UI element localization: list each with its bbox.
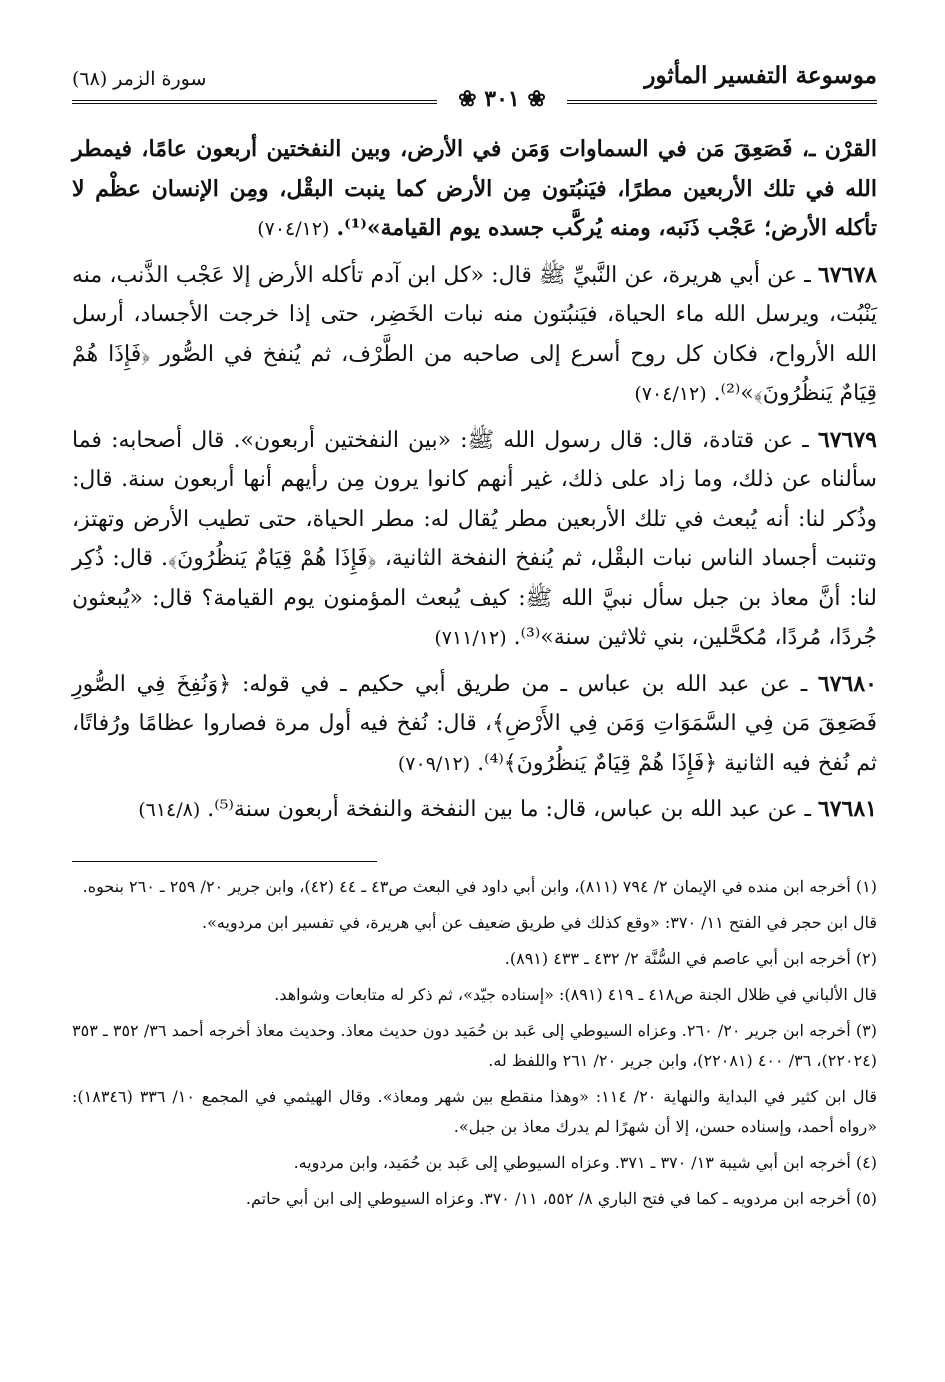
hadith-paragraph (72, 790, 877, 831)
footnote: (٣) أخرجه ابن جرير ٢٠/ ٢٦٠. وعزاه السيوطي إلى عَبد بن حُمَيد دون حديث معاذ. وحديث معاذ أخرجه أحمد ٣٦/ ٣٥٢ ـ ٣٥٣ (٢٢٠٢٤)، ٣٦/ ٤٠٠ (٢٢٠٨١)، وابن جرير ٢٠/ ٢٦١ واللفظ له. (72, 1020, 878, 1070)
book-page (72, 60, 877, 1220)
page-number-bar (72, 86, 877, 114)
volume-reference: (٧٠٤/١٢) (634, 383, 707, 405)
hadith-number: ٦٧٦٧٩ (817, 426, 877, 453)
paragraph-text: ـ عن قتادة، قال: قال رسول الله ﷺ: «بين النفختين أربعون». قال أصحابه: فما سألناه عن ذلك، وما زاد على ذلك، غير أنهم كانوا يرون مِن رأيهم أنها أربعون سنة. قال: وذُكر لنا: أنه يُبعث في تلك الأربعين مطر يُقال له: مطر الحياة، حتى تطيب الأرض وتهتز، وتنبت أجساد الناس نبات البقْل، ثم يُنفخ النفخة الثانية، ﴿فَإِذَا هُمْ قِيَامٌ يَنظُرُونَ﴾. قال: ذُكِر لنا: أنَّ معاذ بن جبل سأل نبيَّ الله ﷺ: كيف يُبعث المؤمنون يوم القيامة؟ قال: «يُبعثون جُردًا، مُردًا، مُكحَّلين، بني ثلاثين سنة»⁽³⁾. (72, 427, 877, 650)
page-number: ❀ ٣٠١ ❀ (458, 86, 546, 112)
paragraph-text: ـ عن عبد الله بن عباس ـ من طريق أبي حكيم ـ في قوله: ﴿وَنُفِخَ فِي الصُّورِ فَصَعِقَ مَن فِي السَّمَوَاتِ وَمَن فِي الأَرْضِ﴾، قال: نُفخ فيه أول مرة فصاروا عظامًا ورُفاتًا، ثم نُفخ فيه الثانية ﴿فَإِذَا هُمْ قِيَامٌ يَنظُرُونَ﴾⁽⁴⁾. (72, 671, 877, 776)
volume-reference: (٦١٤/٨) (138, 799, 201, 821)
volume-reference: (٧٠٩/١٢) (397, 752, 471, 775)
running-header (72, 60, 877, 112)
footnote: (٥) أخرجه ابن مردويه ـ كما في فتح الباري ٨/ ٥٥٢، ١١/ ٣٧٠. وعزاه السيوطي إلى ابن أبي حاتم. (245, 1188, 877, 1208)
hadith-number: ٦٧٦٧٨ (817, 261, 877, 288)
hadith-paragraph (72, 421, 877, 659)
paragraph-text: ـ عن أبي هريرة، عن النَّبيِّ ﷺ قال: «كل ابن آدم تأكله الأرض إلا عَجْب الذَّنب، منه يَنْبُت، ويرسل الله ماء الحياة، فيَنبُتون منه نبات الخَضِر، حتى إذا خرجت الأجساد، أرسل الله الأرواح، فكان كل روح أسرع إلى صاحبه من الطَّرْف، ثم يُنفخ في الصُّور ﴿فَإِذَا هُمْ قِيَامٌ يَنظُرُونَ﴾»⁽²⁾. (72, 262, 877, 406)
footnote: قال الألباني في ظلال الجنة ص٤١٨ ـ ٤١٩ (٨٩١): «إسناده جيّد»، ثم ذكر له متابعات وشواهد. (274, 984, 877, 1004)
header-rule-right (567, 100, 877, 104)
hadith-number: ٦٧٦٨٠ (817, 670, 877, 697)
hadith-number: ٦٧٦٨١ (817, 796, 877, 822)
paragraph-text: القرْن ـ، فَصَعِقَ مَن في السماوات وَمَن في الأرض، وبين النفختين أربعون عامًا، فيمطر الله في تلك الأربعين مطرًا، فيَنبُتون مِن الأرض كما ينبت البقْل، ومِن الإنسان عظْم لا تأكله الأرض؛ عَجْب ذَنَبه، ومنه يُركَّب جسده يوم القيامة»⁽¹⁾. (72, 136, 877, 241)
hadith-paragraph (72, 256, 877, 415)
footnote-separator (72, 861, 377, 862)
volume-reference: (٧٠٤/١٢) (257, 218, 330, 240)
book-title: موسوعة التفسير المأثور (644, 62, 877, 89)
footnote: (٢) أخرجه ابن أبي عاصم في السُّنَّة ٢/ ٤٣٢ ـ ٤٣٣ (٨٩١). (504, 948, 877, 968)
paragraph-continuation (72, 130, 877, 250)
header-rule-left (72, 100, 437, 104)
main-text (72, 130, 877, 831)
volume-reference: (٧١١/١٢) (434, 627, 507, 649)
footnote: قال ابن كثير في البداية والنهاية ٢٠/ ١١٤: «وهذا منقطع بين شهر ومعاذ». وقال الهيثمي في المجمع ١٠/ ٣٣٦ (١٨٣٤٦): «رواه أحمد، وإسناده حسن، إلا أن شهرًا لم يدرك معاذ بن جبل». (72, 1086, 877, 1136)
footnote: (١) أخرجه ابن منده في الإيمان ٢/ ٧٩٤ (٨١١)، وابن أبي داود في البعث ص٤٣ ـ ٤٤ (٤٢)، وابن جرير ٢٠/ ٢٥٩ ـ ٢٦٠ بنحوه. (82, 876, 877, 896)
surah-label: سورة الزمر (٦٨) (72, 68, 207, 90)
footnotes (72, 872, 877, 1214)
footnote: (٤) أخرجه ابن أبي شيبة ١٣/ ٣٧٠ ـ ٣٧١. وعزاه السيوطي إلى عَبد بن حُمَيد، وابن مردويه. (293, 1152, 877, 1172)
hadith-paragraph (72, 665, 877, 785)
footnote: قال ابن حجر في الفتح ١١/ ٣٧٠: «وقع كذلك في طريق ضعيف عن أبي هريرة، في تفسير ابن مردويه». (202, 912, 877, 932)
paragraph-text: ـ عن عبد الله بن عباس، قال: ما بين النفخة والنفخة أربعون سنة⁽⁵⁾. (207, 797, 811, 822)
